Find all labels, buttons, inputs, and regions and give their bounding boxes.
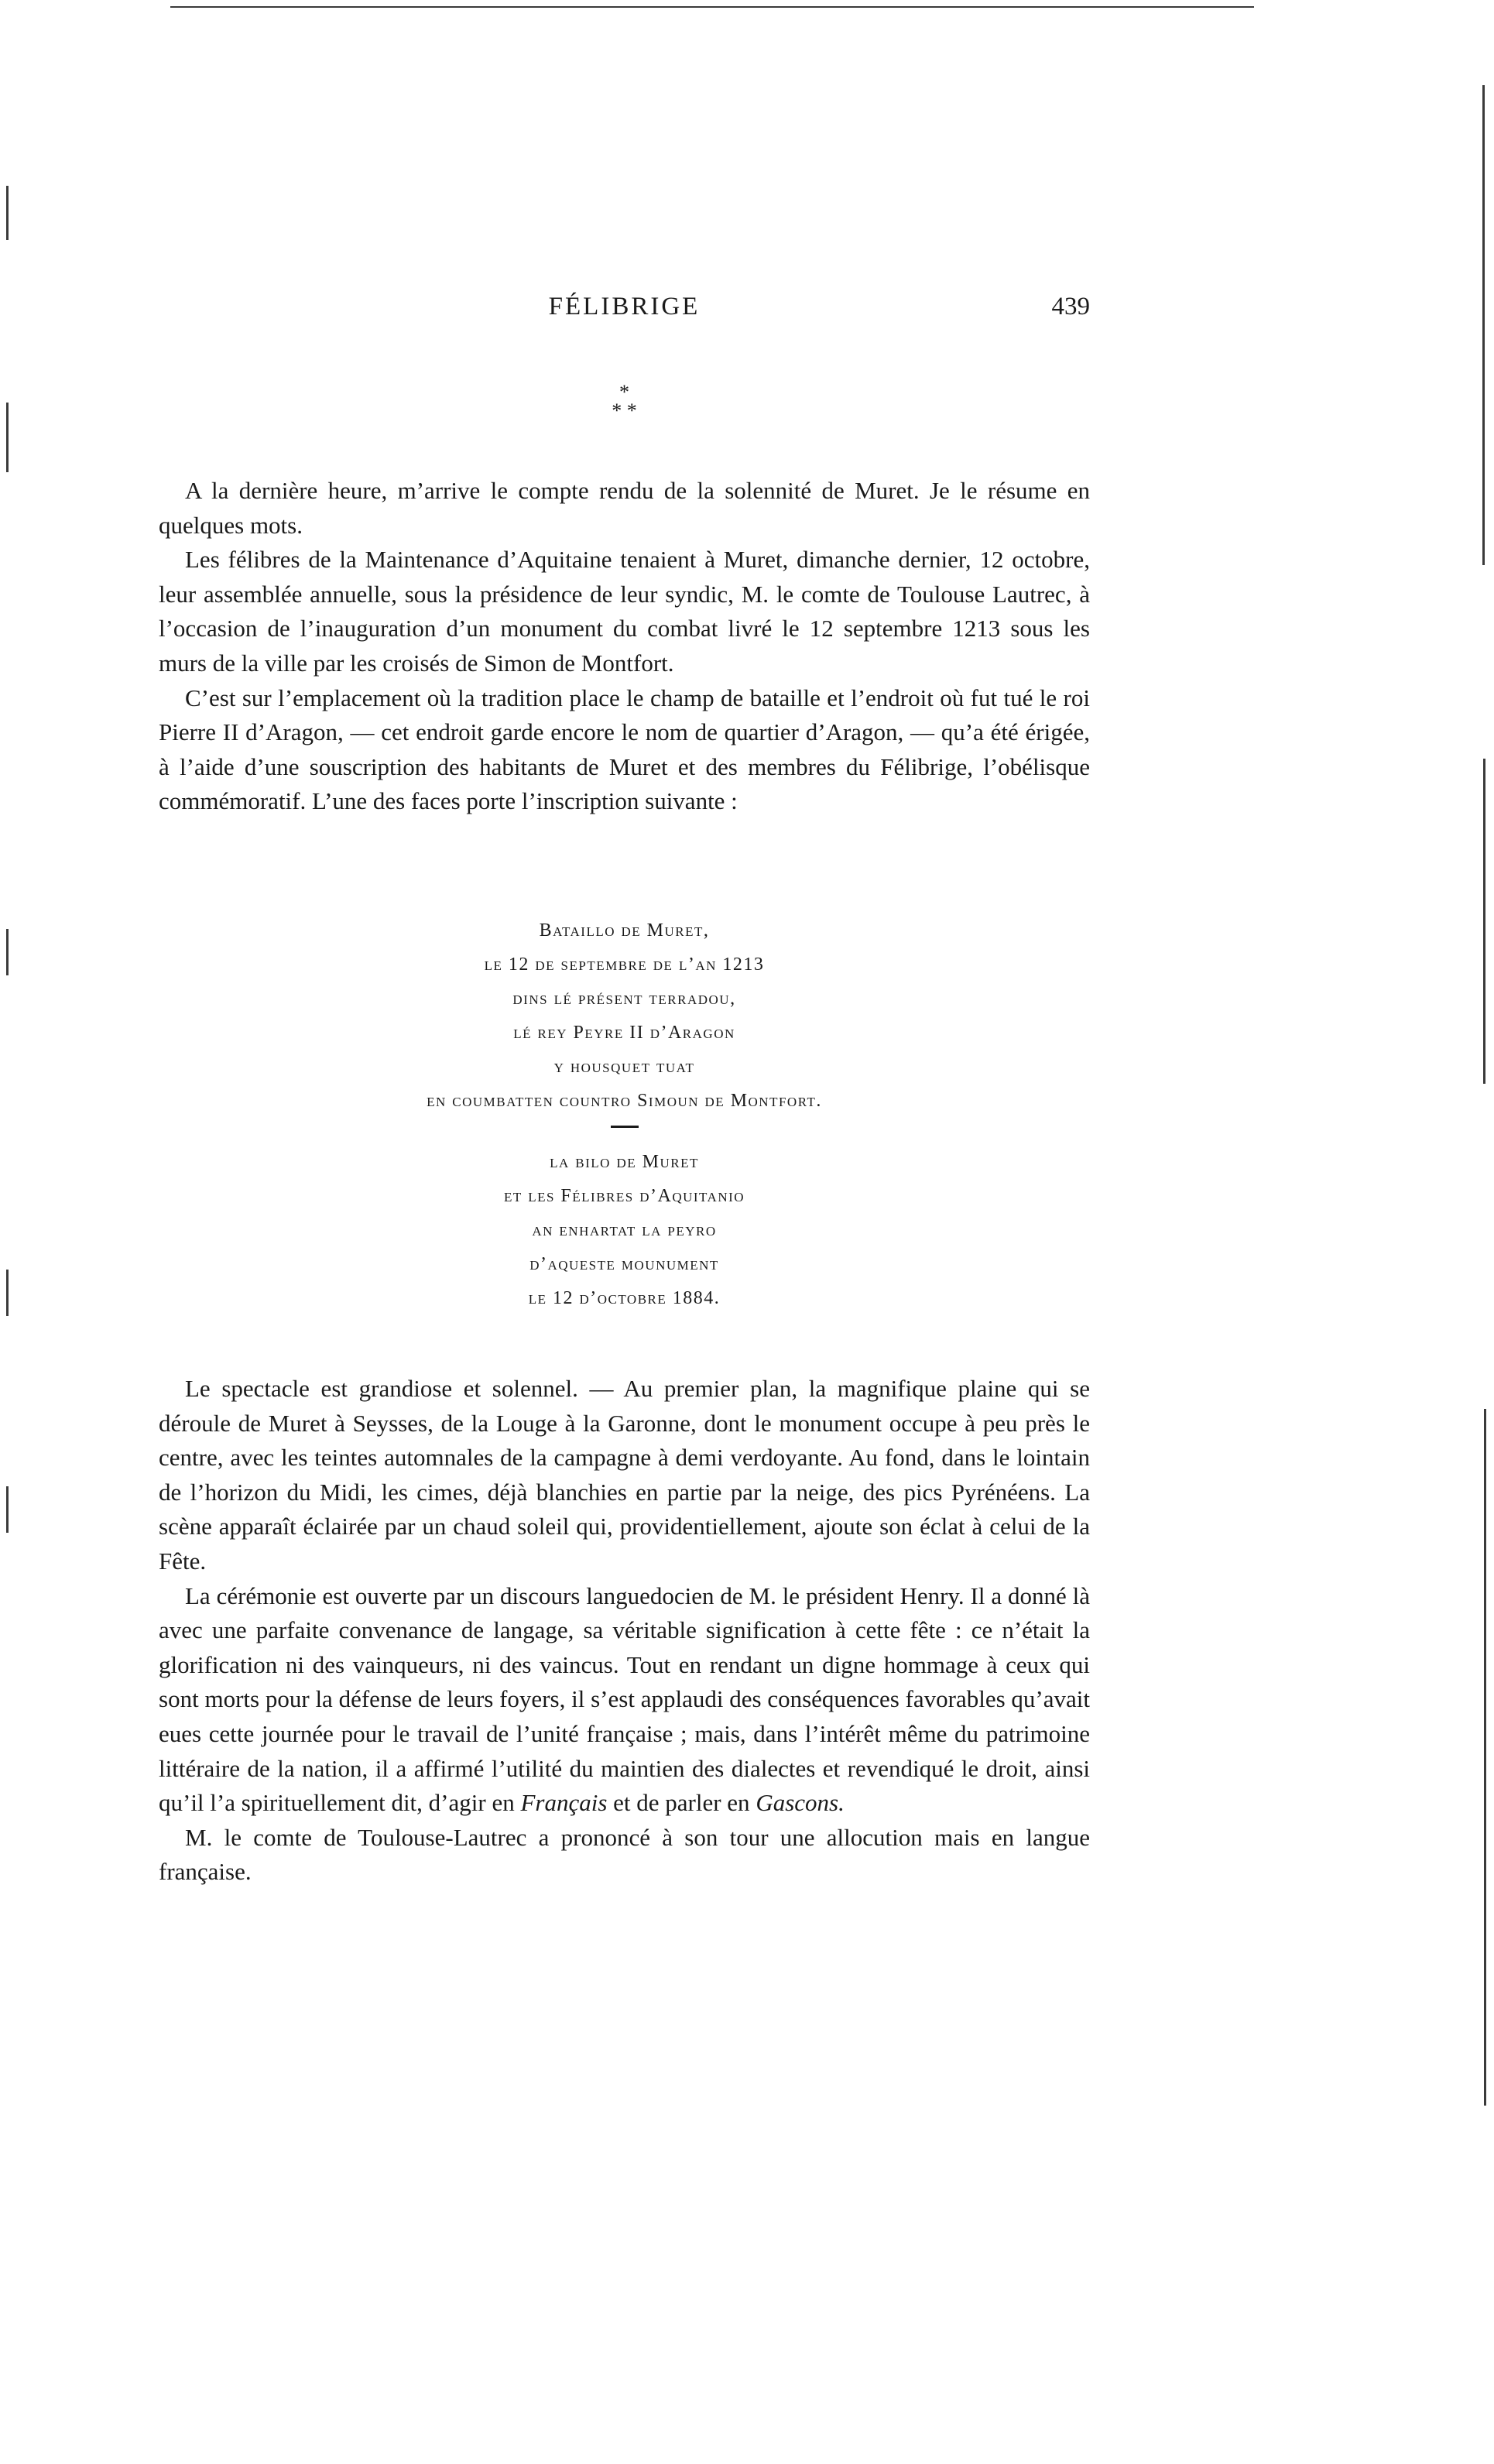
scan-mark [6,1486,9,1533]
inscription-line: d’aqueste mounument [529,1254,719,1274]
inscription-line: en coumbatten countro Simoun de Montfort. [427,1091,822,1111]
paragraph: Les félibres de la Maintenance d’Aquitaine tenaient à Muret, dimanche dernier, 12 octobre, leur assemblée annuelle, sous la présidence de leur syndic, M. le comte de Toulouse Lautrec, à l’occasion de l’inauguration d’un monument du combat livré le 12 septembre 1213 sous les murs de la ville par les croisés de Simon de Montfort. [159,546,1090,677]
inscription-line: dins lé présent terradou, [512,989,736,1009]
page-number: 439 [1051,293,1090,320]
running-head [159,293,1090,331]
inscription-line: la bilo de Muret [550,1152,699,1172]
inscription-line: an enhartat la peyro [532,1220,717,1240]
paragraph-text: La cérémonie est ouverte par un discours languedocien de M. le président Henry. Il a donné là avec une parfaite convenance de langage, sa véritable signification à cette fête : ce n’était la glorification ni des vainqueurs, ni des vaincus. Tout en rendant un digne hommage à ceux qui sont morts pour la défense de leurs foyers, il s’est applaudi des conséquences favorables qu’avait eues cette journée pour le travail de l’unité française ; mais, dans l’intérêt même du patrimoine littéraire de la nation, il a affirmé l’utilité du maintien des dialectes et revendiqué le droit, ainsi qu’il l’a spirituellement dit, d’agir en [159,1582,1090,1817]
scan-mark [1483,759,1485,1084]
inscription-line: le 12 de septembre de l’an 1213 [484,954,765,975]
inscription-divider [611,1126,639,1128]
scan-mark [6,403,9,472]
running-title: FÉLIBRIGE [548,293,701,320]
inscription-line: le 12 d’octobre 1884. [528,1288,721,1308]
scan-mark [1484,1409,1486,2106]
asterism-bottom: * * [612,399,637,422]
paragraph: M. le comte de Toulouse-Lautrec a prononcé à son tour une allocution mais en langue française. [159,1823,1090,1886]
section-one [159,474,1090,819]
paragraph: C’est sur l’emplacement où la tradition place le champ de bataille et l’endroit où fut tué le roi Pierre II d’Aragon, — cet endroit garde encore le nom de quartier d’Aragon, — qu’a été érigée, à l’aide d’une souscription des habitants de Muret et des membres du Félibrige, l’obélisque commémoratif. L’une des faces porte l’inscription suivante : [159,684,1090,815]
paragraph-text: et de parler en [607,1789,756,1817]
italic-word: Gascons. [756,1789,845,1817]
scan-mark [6,1270,9,1316]
scan-mark [6,186,9,240]
inscription-line: Bataillo de Muret, [539,920,710,941]
inscription-line: y housquet tuat [553,1057,695,1077]
scan-mark [1482,85,1485,565]
monument-inscription [159,913,1090,1315]
section-separator [159,383,1090,420]
italic-word: Français [520,1789,608,1817]
inscription-line: et les Félibres d’Aquitanio [503,1186,745,1206]
paragraph: Le spectacle est grandiose et solennel. — Au premier plan, la magnifique plaine qui se déroule de Muret à Seysses, de la Louge à la Garonne, dont le monument occupe à peu près le centre, avec les teintes automnales de la campagne à demi verdoyante. Au fond, dans le lointain de l’horizon du Midi, les cimes, déjà blanchies en partie par la neige, des pics Pyrénéens. La scène apparaît éclairée par un chaud soleil qui, providentiellement, ajoute son éclat à celui de la Fête. [159,1375,1090,1575]
paragraph [159,1579,1090,1821]
asterism-top: * [619,381,629,403]
inscription-line: lé rey Peyre II d’Aragon [513,1023,735,1043]
paragraph: A la dernière heure, m’arrive le compte rendu de la solennité de Muret. Je le résume en quelques mots. [159,477,1090,539]
section-two [159,1372,1090,1890]
scan-mark [6,929,9,975]
scan-mark [170,6,1254,8]
